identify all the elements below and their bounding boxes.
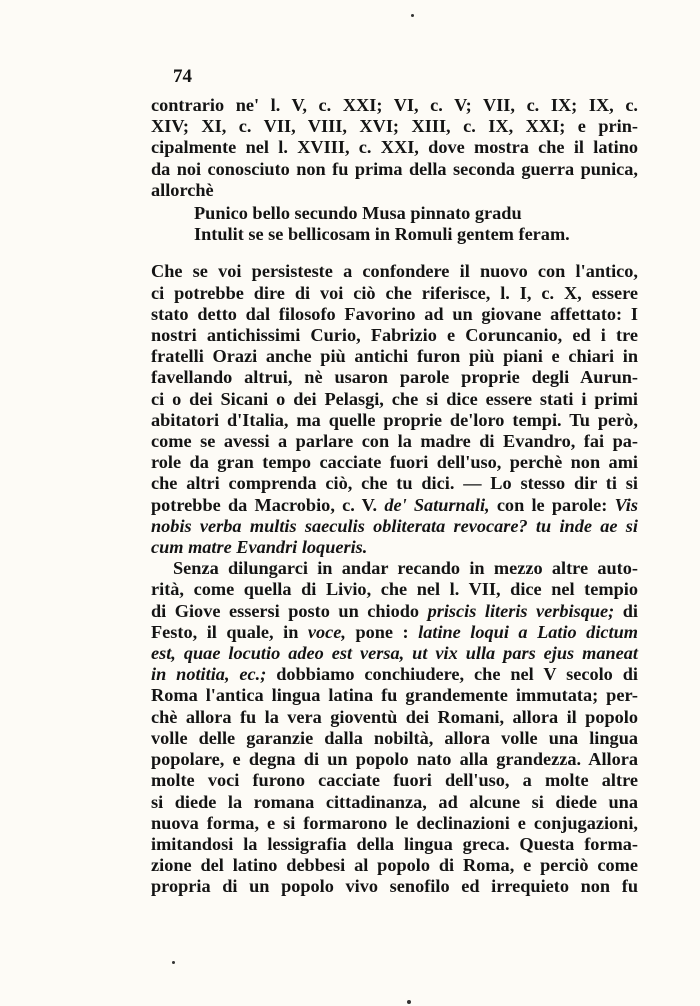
text-line (151, 116, 638, 137)
text-run: Che se voi persisteste a confondere il nuovo con l'antico, (151, 261, 638, 282)
italic-text: Vis (614, 494, 639, 515)
text-run: Roma l'antica lingua latina fu grandemente immutata; per- (151, 685, 638, 706)
text-line (151, 473, 638, 494)
text-line (151, 452, 638, 473)
text-run: propria di un popolo vivo senofilo ed irrequieto non fu (151, 876, 638, 897)
text-run: di Giove essersi posto un chiodo (151, 600, 428, 621)
text-line (151, 770, 638, 791)
body-text (151, 95, 638, 898)
text-run: pone : (345, 621, 419, 642)
text-run: con le parole: (489, 494, 615, 515)
paragraph-1 (151, 95, 638, 201)
text-line (151, 159, 638, 180)
verse-line: Intulit se se bellicosam in Romuli gentem feram. (194, 224, 570, 245)
text-line (151, 537, 638, 558)
text-line (151, 180, 638, 201)
text-run: che altri comprenda ciò, che tu dici. — Lo stesso dir ti si (151, 473, 638, 494)
paragraph-2 (151, 261, 638, 897)
italic-text: latine loqui a Latio dictum (418, 621, 638, 642)
text-run: molte voci furono cacciate fuori dell'uso, a molte altre (151, 770, 638, 791)
verse-line: Punico bello secundo Musa pinnato gradu (194, 203, 522, 224)
text-line (151, 664, 638, 685)
text-run: nuova forma, e si formarono le declinazioni e conjugazioni, (151, 812, 638, 833)
text-line (151, 283, 638, 304)
text-run: popolare, e degna di un popolo nato alla grandezza. Allora (151, 749, 638, 770)
text-run: favellando altrui, nè usaron parole proprie degli Aurun- (151, 367, 638, 388)
text-run: potrebbe da Macrobio, c. V. (151, 494, 385, 515)
text-line (151, 137, 638, 158)
text-line (151, 495, 638, 516)
text-run: chè allora fu la vera gioventù dei Romani, allora il popolo (151, 706, 638, 727)
text-line (151, 622, 638, 643)
italic-text: est, quae locutio adeo est versa, ut vix ulla pars ejus maneat (151, 643, 638, 664)
text-run: rità, come quella di Livio, che nel l. VII, dice nel tempio (151, 579, 638, 600)
paragraph-gap (151, 245, 638, 261)
italic-text: nobis verba multis saeculis obliterata revocare? tu inde ae si (151, 515, 638, 536)
text-run: stato detto dal filosofo Favorino ad un giovane affettato: I (151, 303, 638, 324)
text-line (151, 95, 638, 116)
print-speck (172, 961, 175, 964)
italic-text: de' Saturnali, (384, 494, 490, 515)
latin-verse (151, 203, 638, 245)
page-number: 74 (173, 66, 192, 87)
text-line (151, 367, 638, 388)
print-speck (411, 14, 414, 17)
text-line (151, 431, 638, 452)
text-run: da noi conosciuto non fu prima della seconda guerra punica, (151, 158, 638, 179)
text-line (151, 601, 638, 622)
text-run: come se avessi a parlare con la madre di Evandro, fai pa- (151, 431, 638, 452)
text-run: allorchè (151, 179, 214, 200)
text-line (151, 389, 638, 410)
text-run: cipalmente nel l. XVIII, c. XXI, dove mostra che il latino (151, 137, 638, 158)
text-line (151, 813, 638, 834)
text-run: XIV; XI, c. VII, VIII, XVI; XIII, c. IX, XXI; e prin- (151, 116, 638, 137)
italic-text: priscis literis verbisque; (427, 600, 615, 621)
text-run: contrario ne' l. V, c. XXI; VI, c. V; VII, c. IX; IX, c. (151, 95, 638, 115)
text-run: abitatori d'Italia, ma quelle proprie de'loro tempi. Tu però, (151, 409, 638, 430)
text-run: role da gran tempo cacciate fuori dell'uso, perchè non ami (151, 452, 638, 473)
text-run: Senza dilungarci in andar recando in mezzo altre auto- (173, 558, 638, 579)
italic-text: voce, (307, 621, 346, 642)
text-run: dobbiamo conchiudere, che nel V secolo di (266, 664, 638, 685)
text-run: nostri antichissimi Curio, Fabrizio e Coruncanio, ed i tre (151, 325, 638, 346)
text-line (151, 728, 638, 749)
text-line (151, 876, 638, 897)
text-run: volle delle garanzie dalla nobiltà, allora volle una lingua (151, 727, 638, 748)
text-line (151, 749, 638, 770)
text-line (151, 579, 638, 600)
text-line (151, 558, 638, 579)
text-line (151, 685, 638, 706)
text-line (151, 834, 638, 855)
text-line (151, 410, 638, 431)
text-line (151, 643, 638, 664)
text-run: ci potrebbe dire di voi ciò che riferisce, l. I, c. X, essere (151, 282, 638, 303)
text-line (151, 261, 638, 282)
text-run: ci o dei Sicani o dei Pelasgi, che si dice essere stati i primi (151, 388, 638, 409)
italic-text: cum matre Evandri loqueris. (151, 537, 368, 558)
text-line (151, 855, 638, 876)
text-line (151, 516, 638, 537)
text-line (151, 346, 638, 367)
text-line (151, 325, 638, 346)
text-run: imitandosi la lessigrafia della lingua greca. Questa forma- (151, 833, 638, 854)
text-line (151, 707, 638, 728)
text-line (151, 792, 638, 813)
text-line (151, 304, 638, 325)
text-run: Festo, il quale, in (151, 621, 308, 642)
text-run: fratelli Orazi anche più antichi furon più piani e chiari in (151, 346, 638, 367)
text-run: di (614, 600, 638, 621)
text-run: zione del latino debbesi al popolo di Roma, e perciò come (151, 855, 638, 876)
text-run: si diede la romana cittadinanza, ad alcune si diede una (151, 791, 638, 812)
italic-text: in notitia, ec.; (151, 664, 267, 685)
print-speck (407, 1000, 411, 1004)
